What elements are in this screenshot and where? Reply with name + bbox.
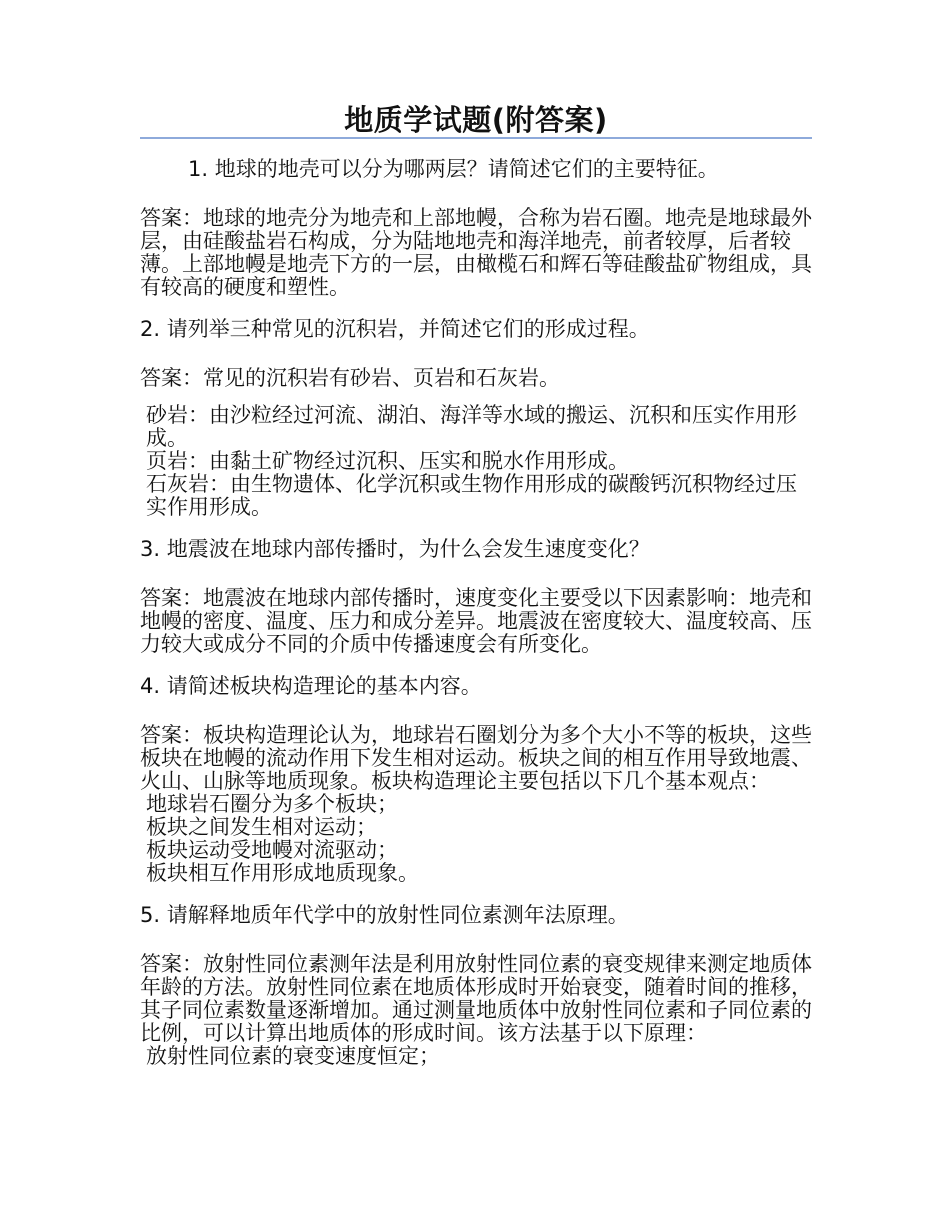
question-2: 2. 请列举三种常见的沉积岩，并简述它们的形成过程。 (140, 317, 650, 341)
list-item: 板块之间发生相对运动； (146, 815, 377, 839)
list-item: 板块相互作用形成地质现象。 (146, 861, 419, 885)
list-item: 砂岩：由沙粒经过河流、湖泊、海洋等水域的搬运、沉积和压实作用形成。 (146, 403, 797, 450)
answer-4-points (140, 793, 812, 885)
answer-1: 答案：地球的地壳分为地壳和上部地幔，合称为岩石圈。地壳是地球最外层，由硅酸盐岩石构成，分为陆地地壳和海洋地壳，前者较厚，后者较薄。上部地幔是地壳下方的一层，由橄榄石和辉石等硅酸盐矿物组成，具有较高的硬度和塑性。 (140, 206, 812, 299)
document-page (140, 100, 812, 1068)
list-item: 放射性同位素的衰变速度恒定； (146, 1044, 440, 1068)
answer-5: 答案：放射性同位素测年法是利用放射性同位素的衰变规律来测定地质体年龄的方法。放射性同位素在地质体形成时开始衰变，随着时间的推移，其子同位素数量逐渐增加。通过测量地质体中放射性同位素和子同位素的比例，可以计算出地质体的形成时间。该方法基于以下原理： (140, 952, 812, 1045)
answer-2-list (140, 404, 812, 519)
list-item: 石灰岩：由生物遗体、化学沉积或生物作用形成的碳酸钙沉积物经过压实作用形成。 (146, 472, 797, 519)
list-item: 地球岩石圈分为多个板块； (146, 792, 398, 816)
question-5: 5. 请解释地质年代学中的放射性同位素测年法原理。 (140, 903, 629, 927)
question-1: 1. 地球的地壳可以分为哪两层？请简述它们的主要特征。 (188, 157, 719, 181)
answer-3: 答案：地震波在地球内部传播时，速度变化主要受以下因素影响：地壳和地幔的密度、温度、压力和成分差异。地震波在密度较大、温度较高、压力较大或成分不同的介质中传播速度会有所变化。 (140, 586, 812, 656)
page-title: 地质学试题(附答案) (344, 103, 608, 137)
list-item: 页岩：由黏土矿物经过沉积、压实和脱水作用形成。 (146, 449, 629, 473)
list-item: 板块运动受地幔对流驱动； (146, 838, 398, 862)
answer-5-points (140, 1045, 812, 1068)
question-4: 4. 请简述板块构造理论的基本内容。 (140, 674, 482, 698)
answer-4: 答案：板块构造理论认为，地球岩石圈划分为多个大小不等的板块，这些板块在地幔的流动作用下发生相对运动。板块之间的相互作用导致地震、火山、山脉等地质现象。板块构造理论主要包括以下几个基本观点： (140, 723, 812, 793)
question-3: 3. 地震波在地球内部传播时，为什么会发生速度变化？ (140, 537, 650, 561)
answer-2: 答案：常见的沉积岩有砂岩、页岩和石灰岩。 (140, 366, 560, 390)
